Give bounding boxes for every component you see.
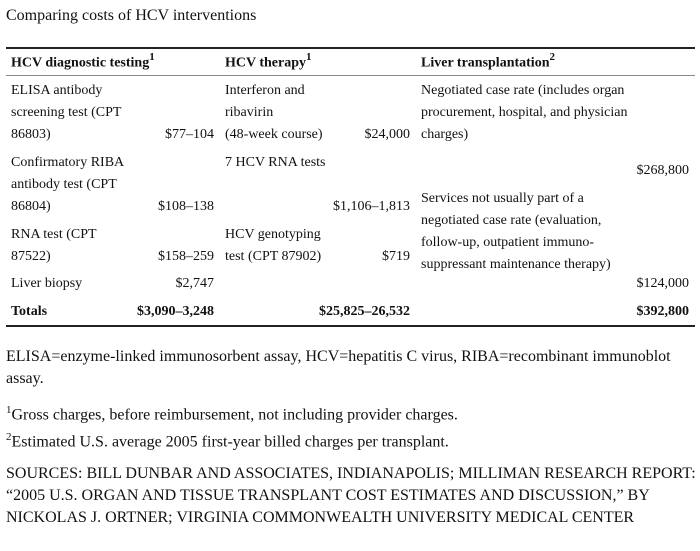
item-line: Services not usually part of a bbox=[421, 191, 584, 206]
abbreviations-note: ELISA=enzyme-linked immunosorbent assay, HCV=hepatitis C virus, RIBA=recombinant immunoblot assay. bbox=[6, 348, 671, 387]
transplant-cost-other-services: $124,000 bbox=[636, 276, 689, 291]
item-line: follow-up, outpatient immuno- bbox=[421, 235, 595, 250]
table-caption: Comparing costs of HCV interventions bbox=[6, 7, 257, 24]
item-line: procurement, hospital, and physician bbox=[421, 105, 628, 120]
item-line: Confirmatory RIBA bbox=[11, 155, 125, 170]
therapy-cost-interferon: $24,000 bbox=[364, 127, 410, 142]
header-therapy bbox=[225, 52, 312, 72]
header-diagnostic bbox=[11, 52, 155, 72]
item-line: charges) bbox=[421, 127, 469, 142]
diagnostic-item-riba bbox=[11, 152, 124, 218]
item-line: ribavirin bbox=[225, 105, 274, 120]
footnote-mark: 1 bbox=[6, 404, 12, 416]
header-diagnostic-label: HCV diagnostic testing bbox=[11, 55, 150, 71]
item-line: ELISA antibody bbox=[11, 83, 103, 98]
diagnostic-cost-biopsy: $2,747 bbox=[175, 276, 214, 291]
footnote-mark: 2 bbox=[549, 51, 555, 63]
transplant-item-case-rate bbox=[421, 80, 627, 146]
footnote-text: Estimated U.S. average 2005 first-year billed charges per transplant. bbox=[11, 433, 449, 451]
footnote-mark: 2 bbox=[6, 431, 12, 444]
header-transplant bbox=[421, 52, 555, 72]
item-line: (48-week course) bbox=[225, 127, 323, 142]
item-line: Negotiated case rate (includes organ bbox=[421, 83, 625, 98]
totals-diagnostic: $3,090–3,248 bbox=[137, 304, 214, 319]
therapy-item-rna-tests bbox=[225, 152, 325, 174]
footnote-1 bbox=[6, 399, 696, 426]
item-line: negotiated case rate (evaluation, bbox=[421, 213, 602, 228]
diagnostic-item-rna bbox=[11, 224, 97, 268]
header-rule bbox=[6, 75, 695, 76]
cost-table bbox=[6, 47, 695, 327]
footnote-mark: 1 bbox=[149, 51, 155, 63]
totals-therapy: $25,825–26,532 bbox=[319, 304, 410, 319]
transplant-cost-case-rate: $268,800 bbox=[636, 163, 689, 178]
footnote-text: Gross charges, before reimbursement, not including provider charges. bbox=[11, 406, 458, 424]
diagnostic-cost-elisa: $77–104 bbox=[165, 127, 214, 142]
footnote-mark: 1 bbox=[306, 51, 312, 63]
therapy-cost-genotyping: $719 bbox=[382, 249, 410, 264]
diagnostic-cost-rna: $158–259 bbox=[158, 249, 214, 264]
header-therapy-label: HCV therapy bbox=[225, 55, 307, 71]
item-line: RNA test (CPT bbox=[11, 227, 97, 242]
footnote-2 bbox=[6, 426, 696, 453]
item-line: Interferon and bbox=[225, 83, 305, 98]
totals-transplant: $392,800 bbox=[636, 304, 689, 319]
item-line: 7 HCV RNA tests bbox=[225, 155, 326, 170]
table-bottom-rule bbox=[6, 325, 695, 327]
diagnostic-item-biopsy bbox=[11, 273, 82, 295]
item-line: 86803) bbox=[11, 127, 51, 142]
table-notes bbox=[6, 346, 696, 529]
item-line: test (CPT 87902) bbox=[225, 249, 322, 264]
item-line: suppressant maintenance therapy) bbox=[421, 257, 611, 272]
table-top-rule bbox=[6, 47, 695, 49]
item-line: screening test (CPT bbox=[11, 105, 122, 120]
totals-label: Totals bbox=[11, 304, 48, 319]
transplant-item-other-services bbox=[421, 188, 611, 276]
header-transplant-label: Liver transplantation bbox=[421, 55, 550, 71]
item-line: 87522) bbox=[11, 249, 51, 264]
diagnostic-item-elisa bbox=[11, 80, 121, 146]
diagnostic-cost-riba: $108–138 bbox=[158, 199, 214, 214]
item-line: 86804) bbox=[11, 199, 51, 214]
therapy-item-genotyping bbox=[225, 224, 321, 268]
sources-note: SOURCES: BILL DUNBAR AND ASSOCIATES, INDIANAPOLIS; MILLIMAN RESEARCH REPORT: “2005 U.S. ORGAN AND TISSUE TRANSPLANT COST ESTIMATES AND DISCUSSION,” BY NICKOLAS J. ORTNER; VIRGINIA COMMONWEALTH UNIVERSITY MEDICAL CENTER bbox=[6, 464, 696, 526]
therapy-cost-rna-tests: $1,106–1,813 bbox=[333, 199, 410, 214]
item-line: antibody test (CPT bbox=[11, 177, 117, 192]
item-line: Liver biopsy bbox=[11, 276, 83, 291]
item-line: HCV genotyping bbox=[225, 227, 321, 242]
therapy-item-interferon bbox=[225, 80, 323, 146]
